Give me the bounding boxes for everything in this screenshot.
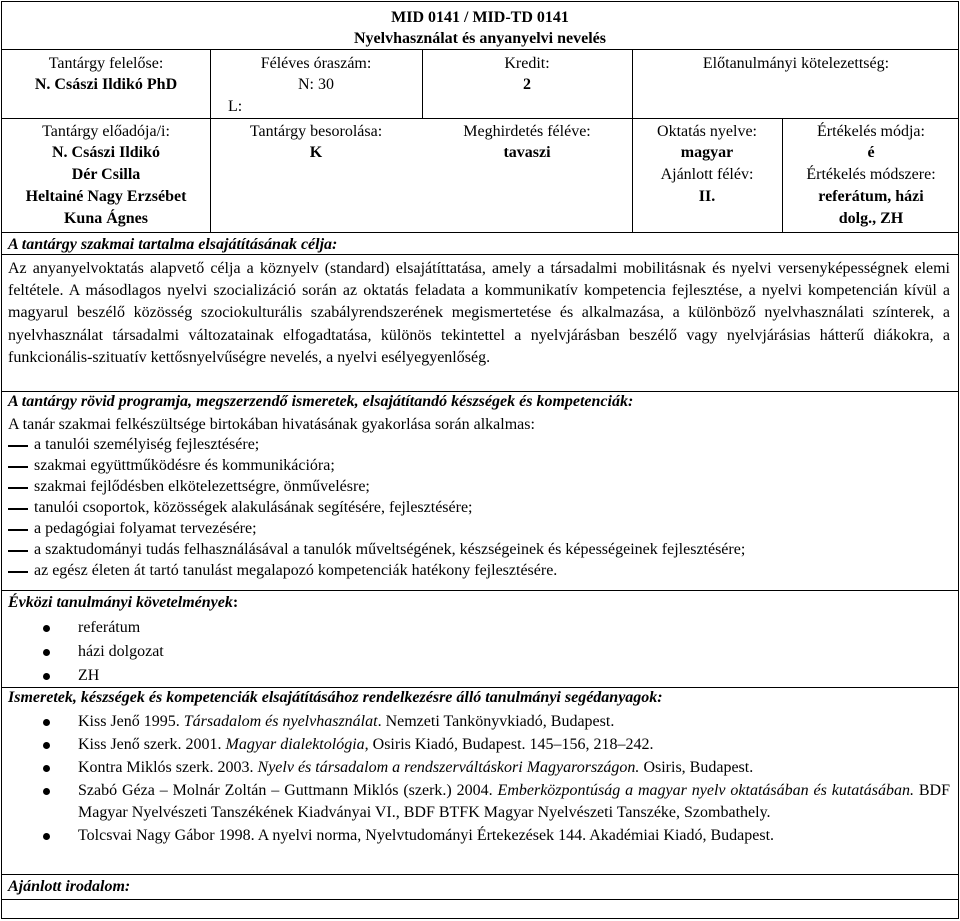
list-item: házi dolgozat [8, 640, 950, 664]
eval-method-value: dolg., ZH [838, 210, 904, 227]
dash-icon [8, 529, 28, 531]
eval-method-value: referátum, házi [818, 188, 924, 205]
eval-method-label: Értékelés módszere: [806, 166, 936, 183]
list-item: a szaktudományi tudás felhasználásával a tanulók műveltségének, készségeinek és képességeinek fejlesztésére; [8, 539, 745, 560]
dash-icon [8, 550, 28, 552]
list-item: referátum [8, 616, 950, 640]
divider [2, 118, 958, 119]
bibliography-item: Szabó Géza – Molnár Zoltán – Guttmann Miklós (szerk.) 2004. Emberközpontúság a magyar nyelv oktatásában és kutatásában. BDF Magyar Nyelvészeti Tanszékének Kiadványai VI., BDF BTFK Magyar Nyelvészeti Tanszéke, Szombathely. [8, 780, 950, 824]
divider [2, 49, 958, 50]
language-value: magyar [680, 144, 734, 161]
list-item: tanulói csoportok, közösségek alakulásának segítésére, fejlesztésére; [8, 497, 745, 518]
lecturer-name: Kuna Ágnes [63, 210, 149, 227]
divider [2, 590, 958, 591]
bullet-icon [43, 833, 50, 840]
lecturer-name: Dér Csilla [71, 166, 141, 183]
list-item: a pedagógiai folyamat tervezésére; [8, 518, 745, 539]
semester-value: tavaszi [503, 144, 551, 161]
course-code: MID 0141 / MID-TD 0141 [391, 9, 569, 26]
divider [2, 874, 958, 875]
bullet-icon [43, 673, 50, 680]
bullet-icon [43, 765, 50, 772]
dash-icon [8, 508, 28, 510]
lecturer-name: Heltainé Nagy Erzsébet [25, 188, 187, 205]
bibliography-item: Tolcsvai Nagy Gábor 1998. A nyelvi norma, Nyelvtudományi Értekezések 144. Akadémiai Kiadó, Budapest. [8, 825, 950, 847]
responsible-value: N. Császi Ildikó PhD [34, 76, 178, 93]
bullet-icon [43, 719, 50, 726]
language-label: Oktatás nyelve: [657, 123, 757, 140]
recommended-semester-value: II. [698, 188, 716, 205]
materials-list [8, 711, 950, 847]
dash-icon [8, 466, 28, 468]
bibliography-item: Kontra Miklós szerk. 2003. Nyelv és társadalom a rendszerváltáskori Magyarországon. Osiris, Budapest. [8, 757, 950, 779]
hours-label: Féléves óraszám: [260, 55, 372, 72]
divider [2, 254, 958, 255]
list-item: szakmai együttműködésre és kommunikációra; [8, 455, 745, 476]
prereq-label: Előtanulmányi kötelezettség: [702, 55, 890, 72]
competence-list [8, 434, 745, 581]
dash-icon [8, 487, 28, 489]
dash-icon [8, 571, 28, 573]
hours-value: N: 30 [298, 76, 334, 93]
semester-label: Meghirdetés féléve: [463, 123, 591, 140]
bullet-icon [43, 742, 50, 749]
recommended-literature-heading: Ajánlott irodalom: [8, 878, 131, 895]
classification-label: Tantárgy besorolása: [249, 123, 383, 140]
classification-value: K [309, 144, 323, 161]
list-item: az egész életen át tartó tanulást megalapozó kompetenciák hatékony fejlesztésére. [8, 560, 745, 581]
materials-heading: Ismeretek, készségek és kompetenciák elsajátításához rendelkezésre álló tanulmányi segédanyagok: [8, 689, 663, 706]
hours-l: L: [228, 98, 243, 115]
eval-mode-label: Értékelés módja: [817, 123, 925, 140]
aim-heading: A tantárgy szakmai tartalma elsajátításának célja: [8, 236, 338, 253]
program-intro: A tanár szakmai felkészültsége birtokában hivatásának gyakorlása során alkalmas: [8, 416, 535, 433]
dash-icon [8, 445, 28, 447]
eval-mode-value: é [867, 144, 875, 161]
divider [2, 899, 958, 900]
lecturers-label: Tantárgy előadója/i: [42, 123, 170, 140]
course-title: Nyelvhasználat és anyanyelvi nevelés [354, 30, 606, 47]
credit-value: 2 [523, 76, 531, 93]
credit-label: Kredit: [504, 55, 550, 72]
list-item: ZH [8, 664, 950, 688]
list-item: a tanulói személyiség fejlesztésére; [8, 434, 745, 455]
bullet-icon [43, 625, 50, 632]
requirements-list [8, 616, 950, 688]
bibliography-item: Kiss Jenő 1995. Társadalom és nyelvhasználat. Nemzeti Tankönyvkiadó, Budapest. [8, 711, 950, 733]
bullet-icon [43, 649, 50, 656]
lecturer-name: N. Császi Ildikó [51, 144, 161, 161]
recommended-semester-label: Ajánlott félév: [660, 166, 754, 183]
divider [2, 232, 958, 233]
bibliography-item: Kiss Jenő szerk. 2001. Magyar dialektológia, Osiris Kiadó, Budapest. 145–156, 218–242. [8, 734, 950, 756]
requirements-heading: Évközi tanulmányi követelmények: [8, 594, 239, 611]
course-datasheet [1, 1, 959, 919]
program-heading: A tantárgy rövid programja, megszerzendő ismeretek, elsajátítandó készségek és kompetenciák: [8, 393, 634, 410]
responsible-label: Tantárgy felelőse: [48, 55, 164, 72]
aim-text: Az anyanyelvoktatás alapvető célja a köznyelv (standard) elsajátíttatása, amely a társadalmi mobilitásnak és nyelvi versenyképességnek elemi feltétele. A másodlagos nyelvi szocializáció során az oktatás feladata a kommunikatív kompetencia fejlesztése, a nyelvi kompetencián kívül a magyarul beszélő közösség szociokulturális szabályrendszerének megismertetése és alkalmazása, a különböző nyelvhasználati színterek, a nyelvhasználat társadalmi változatainak elfogadtatása, különös tekintettel a nyelvjárásban beszélő vagy nyelvjárásias hátterű diákokra, a funkcionális-szituatív kettősnyelvűségre nevelés, a nyelvi esélyegyenlőség. [8, 260, 950, 366]
bullet-icon [43, 788, 50, 795]
list-item: szakmai fejlődésben elkötelezettségre, önművelésre; [8, 476, 745, 497]
